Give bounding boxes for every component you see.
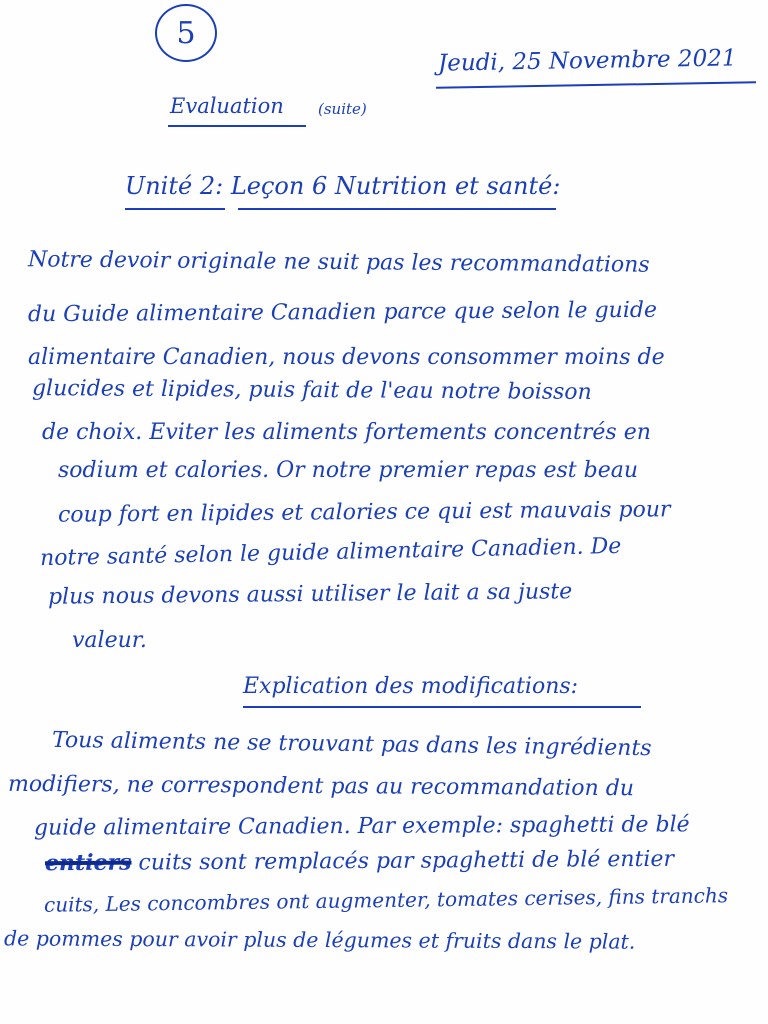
paragraph-line: du Guide alimentaire Canadien parce que selon le guide xyxy=(27,297,658,328)
paragraph-line xyxy=(45,846,674,876)
lesson-heading-underline xyxy=(238,208,556,210)
title-underline xyxy=(168,125,306,127)
page-title: Evaluation xyxy=(170,94,284,118)
paragraph-line: sodium et calories. Or notre premier repas est beau xyxy=(58,458,639,483)
paragraph-line: alimentaire Canadien, nous devons consommer moins de xyxy=(28,345,665,370)
paragraph-line: coup fort en lipides et calories ce qui est mauvais pour xyxy=(57,497,671,528)
paragraph-line: Notre devoir originale ne suit pas les recommandations xyxy=(27,247,650,278)
crossed-out-word: entiers xyxy=(44,849,132,877)
unit-heading: Unité 2: Leçon 6 Nutrition et santé: xyxy=(125,172,561,200)
paragraph-line: Tous aliments ne se trouvant pas dans les ingrédients xyxy=(51,727,652,762)
paragraph-line: notre santé selon le guide alimentaire Canadien. De xyxy=(39,533,622,572)
date-underline xyxy=(436,81,756,89)
page-number-circle xyxy=(155,4,217,62)
paragraph-line: guide alimentaire Canadien. Par exemple: spaghetti de blé xyxy=(33,812,690,841)
paragraph-line: cuits, Les concombres ont augmenter, tomates cerises, fins tranchs xyxy=(43,883,729,917)
unit-heading-underline xyxy=(125,208,225,210)
section-heading: Explication des modifications: xyxy=(243,674,579,699)
paragraph-line: modifiers, ne correspondent pas au recommandation du xyxy=(7,771,635,802)
page-number: 5 xyxy=(176,15,196,51)
paragraph-line: plus nous devons aussi utiliser le lait a sa juste xyxy=(47,579,573,610)
paragraph-line: de pommes pour avoir plus de légumes et fruits dans le plat. xyxy=(3,926,636,954)
paragraph-line: de choix. Eviter les aliments fortements concentrés en xyxy=(42,420,651,445)
paragraph-line: glucides et lipides, puis fait de l'eau notre boisson xyxy=(31,376,592,405)
paragraph-line: valeur. xyxy=(72,628,147,653)
section-heading-underline xyxy=(243,706,641,708)
paragraph-line-rest: cuits sont remplacés par spaghetti de blé entier xyxy=(131,846,675,876)
date: Jeudi, 25 Novembre 2021 xyxy=(437,45,737,77)
page-subtitle: (suite) xyxy=(318,100,367,118)
